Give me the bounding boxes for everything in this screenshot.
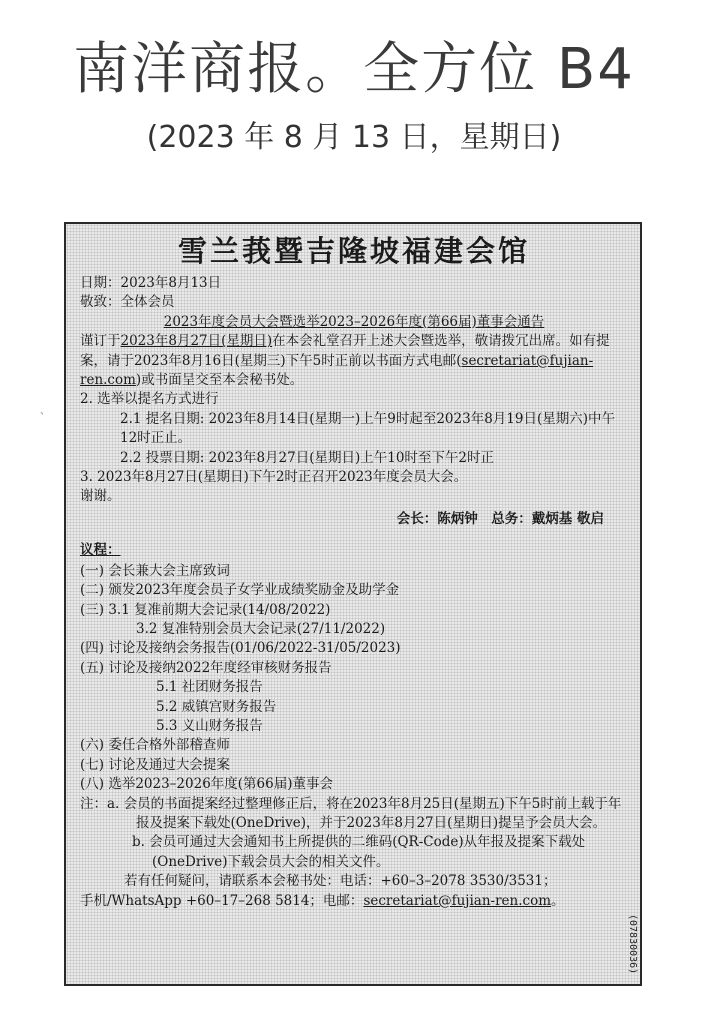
agenda-item: (五) 讨论及接纳2022年度经审核财务报告	[80, 659, 332, 676]
notice-date: 日期：2023年8月13日	[80, 275, 222, 291]
contact-end: 。	[551, 892, 565, 909]
agenda-item: (八) 选举2023–2026年度(第66届)董事会	[80, 776, 333, 793]
para1-text-a: 谨订于	[80, 333, 121, 350]
notice-headline: 2023年度会员大会暨选举2023–2026年度(第66届)董事会通告	[163, 313, 545, 330]
para1-text-b: 在本会礼堂召开上述大会暨选举，敬请拨冗出席。如有提案，请于2023年8月16日(星期三)下午5时正前以书面方式电邮(	[80, 333, 610, 369]
newspaper-masthead: 南洋商报。全方位 B4	[73, 37, 635, 102]
note-a: 注：a. 会员的书面提案经过整理修正后，将在2023年8月25日(星期五)下午5时前上载于年报及提案下载处(OneDrive)，并于2023年8月27日(星期日)提呈予会员大会。	[80, 795, 622, 831]
agenda-item: 3.2 复准特别会员大会记录(27/11/2022)	[136, 620, 386, 637]
agenda-item: (一) 会长兼大会主席致词	[80, 562, 230, 579]
notice-box	[64, 222, 642, 986]
notice-item-2-1: 2.1 提名日期: 2023年8月14日(星期一)上午9时起至2023年8月19日(星期六)中午12时正止。	[120, 410, 616, 447]
agenda-item: (四) 讨论及接纳会务报告(01/06/2022-31/05/2023)	[80, 640, 401, 657]
agenda-title: 议程：	[80, 542, 121, 559]
note-b: b. 会员可通过大会通知书上所提供的二维码(QR-Code)从年报及提案下载处(OneDrive)下载会员大会的相关文件。	[132, 834, 586, 870]
notice-item-2-2: 2.2 投票日期: 2023年8月27日(星期日)上午10时至下午2时正	[120, 449, 495, 466]
notice-signature: 会长：陈炳钟 总务：戴炳基 敬启	[396, 510, 604, 527]
para1-date: 2023年8月27日(星期日)	[120, 333, 273, 350]
agenda-item: (六) 委任合格外部稽查师	[80, 737, 230, 754]
notice-paragraph-1	[80, 332, 628, 390]
contact-line-2	[80, 892, 628, 911]
para1-text-c: )或书面呈交至本会秘书处。	[135, 372, 304, 389]
agenda-item: 5.3 义山财务报告	[156, 717, 263, 734]
stray-mark: 、	[40, 406, 50, 417]
organization-title: 雪兰莪暨吉隆坡福建会馆	[177, 234, 530, 268]
agenda-item: (七) 讨论及通过大会提案	[80, 756, 230, 773]
para1-email-link[interactable]: secretariat@fujian-ren.com	[80, 352, 594, 389]
agenda-item: 5.2 威镇宫财务报告	[156, 698, 277, 715]
contact-phone: 手机/WhatsApp +60–17–268 5814；电邮：	[80, 892, 364, 909]
contact-line-1: 若有任何疑问，请联系本会秘书处：电话：+60–3–2078 3530/3531；	[124, 873, 557, 890]
notice-item-2: 2. 选举以提名方式进行	[80, 391, 219, 408]
ad-reference-code: (07830036)	[627, 914, 638, 975]
agenda-item: (二) 颁发2023年度会员子女学业成绩奖励金及助学金	[80, 582, 400, 599]
notice-recipient: 敬致：全体会员	[80, 294, 175, 311]
notice-item-3: 3. 2023年8月27日(星期日)下午2时正召开2023年度会员大会。	[80, 469, 468, 486]
agenda-item: 5.1 社团财务报告	[156, 679, 263, 696]
agenda-item: (三) 3.1 复准前期大会记录(14/08/2022)	[80, 601, 331, 618]
contact-email-link[interactable]: secretariat@fujian-ren.com	[363, 892, 551, 909]
notice-thanks: 谢谢。	[80, 488, 121, 505]
publication-date: (2023 年 8 月 13 日，星期日)	[146, 120, 562, 155]
